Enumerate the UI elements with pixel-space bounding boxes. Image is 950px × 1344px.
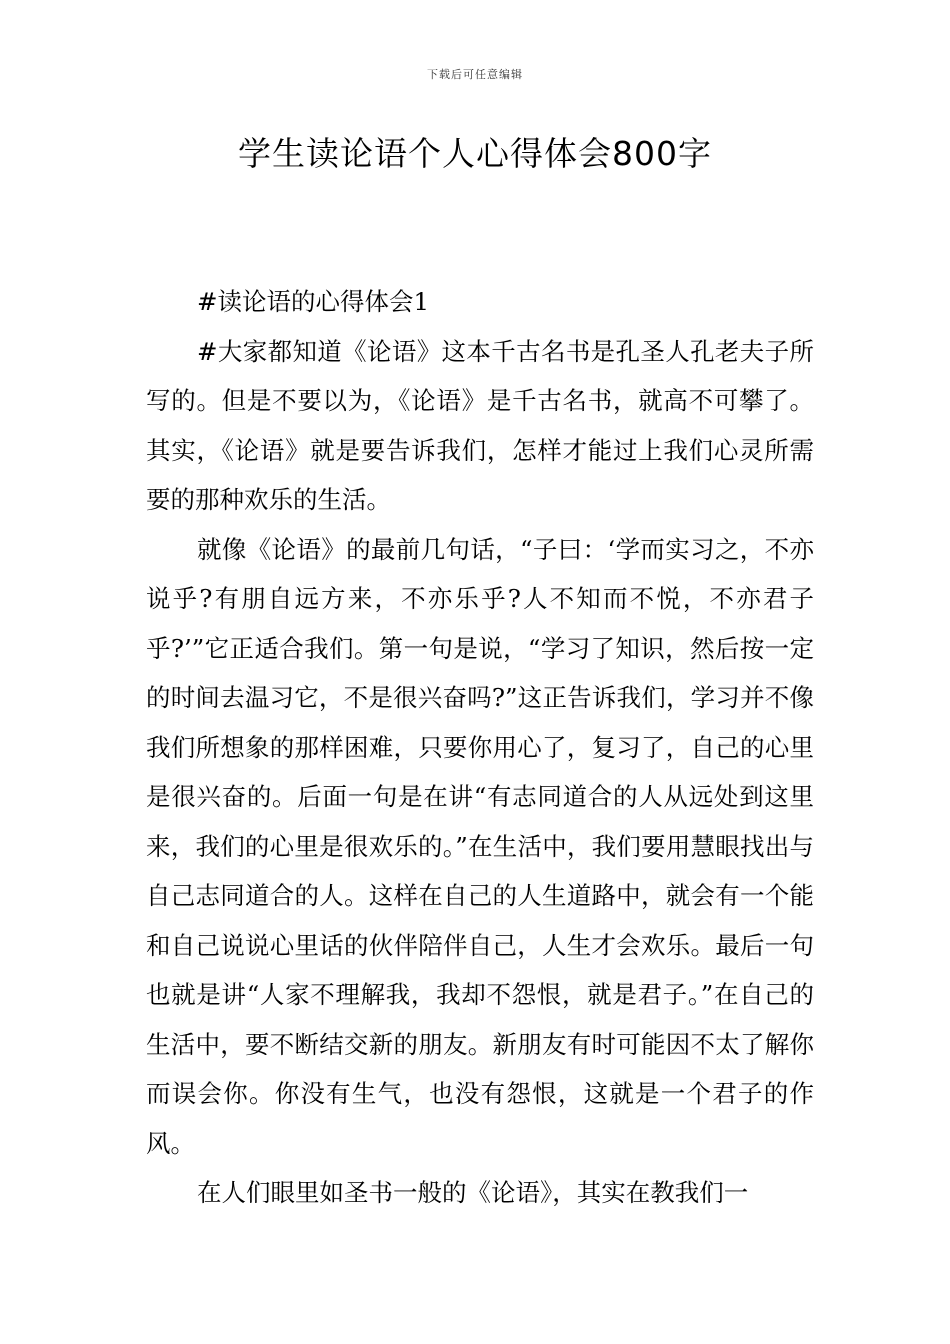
paragraph: 在人们眼里如圣书一般的《论语》，其实在教我们一: [197, 1178, 749, 1207]
page-title: 学生读论语个人心得体会800字: [238, 134, 712, 173]
document-body: [146, 277, 814, 1218]
paragraph: #读论语的心得体会1: [197, 287, 430, 316]
paragraph: #大家都知道《论语》这本千古名书是孔圣人孔老夫子所写的。但是不要以为，《论语》是千古名书，就高不可攀了。其实，《论语》就是要告诉我们，怎样才能过上我们心灵所需要的那种欢乐的生活。: [146, 336, 814, 514]
paragraph: 就像《论语》的最前几句话，“子曰：‘学而实习之，不亦说乎?有朋自远方来，不亦乐乎?人不知而不悦，不亦君子乎?’”它正适合我们。第一句是说，“学习了知识，然后按一定的时间去温习它，不是很兴奋吗?”这正告诉我们，学习并不像我们所想象的那样困难，只要你用心了，复习了，自己的心里是很兴奋的。后面一句是在讲“有志同道合的人从远处到这里来，我们的心里是很欢乐的。”在生活中，我们要用慧眼找出与自己志同道合的人。这样在自己的人生道路中，就会有一个能和自己说说心里话的伙伴陪伴自己，人生才会欢乐。最后一句也就是讲“人家不理解我，我却不怨恨，就是君子。”在自己的生活中，要不断结交新的朋友。新朋友有时可能因不太了解你而误会你。你没有生气，也没有怨恨，这就是一个君子的作风。: [146, 534, 814, 1158]
header-note: 下载后可任意编辑: [427, 68, 523, 81]
